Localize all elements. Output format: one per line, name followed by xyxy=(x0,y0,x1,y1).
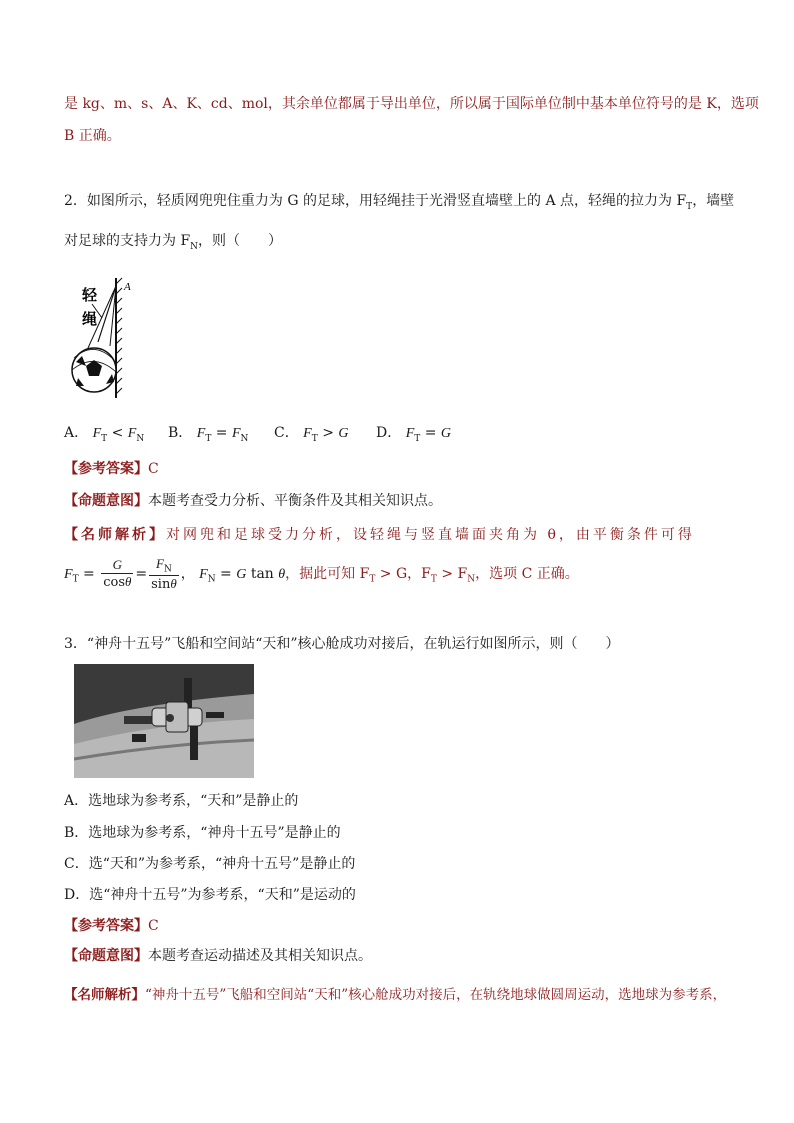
ball-wall-figure xyxy=(66,270,146,400)
q3-option-d: D．选“神舟十五号”为参考系，“天和”是运动的 xyxy=(64,887,356,903)
q2-analysis xyxy=(64,526,695,544)
q2-option-a-letter: A． xyxy=(64,425,89,441)
q2-eq-tail-3: > F xyxy=(436,565,468,582)
q2-option-d-letter: D． xyxy=(376,425,402,441)
q2-stem-line-1 xyxy=(64,192,734,216)
q3-analysis xyxy=(64,986,726,1004)
q2-intent-tag: 【命题意图】 xyxy=(64,493,148,509)
q2-option-b: B． $F_T = F_N$ xyxy=(168,425,249,444)
q2-intent-text: 本题考查受力分析、平衡条件及其相关知识点。 xyxy=(148,493,442,509)
figure-label-sheng: 绳 xyxy=(82,310,98,328)
q3-intent-tag: 【命题意图】 xyxy=(64,948,148,964)
q3-option-c: C．选“天和”为参考系，“神舟十五号”是静止的 xyxy=(64,856,356,872)
q2-stem-text-2: 对足球的支持力为 F xyxy=(64,233,191,249)
q3-stem: 3．“神舟十五号”飞船和空间站“天和”核心舱成功对接后，在轨运行如图所示，则（ ） xyxy=(64,636,620,652)
q3-answer-value: C xyxy=(148,918,159,934)
q2-stem-end-2: ，则（ ） xyxy=(198,233,283,249)
space-station-photo xyxy=(74,664,254,778)
q3-answer-tag: 【参考答案】 xyxy=(64,918,148,934)
q2-option-a: A． $F_T < F_N$ xyxy=(64,425,145,444)
q3-option-a: A．选地球为参考系，“天和”是静止的 xyxy=(64,793,299,809)
q3-option-b: B．选地球为参考系，“神舟十五号”是静止的 xyxy=(64,825,341,841)
q2-option-c: C． $F_T > G$ xyxy=(274,425,349,444)
q2-option-d: D． $F_T = G$ xyxy=(376,425,452,444)
q2-stem-text-1: 2．如图所示，轻质网兜兜住重力为 G 的足球，用轻绳挂于光滑竖直墙壁上的 A 点，轻绳的拉力为 F xyxy=(64,193,687,209)
q2-analysis-text: 对网兜和足球受力分析，设轻绳与竖直墙面夹角为 θ，由平衡条件可得 xyxy=(166,527,695,543)
q2-answer-value: C xyxy=(148,461,159,477)
q2-stem-sub-1: T xyxy=(686,201,693,212)
q2-option-b-letter: B． xyxy=(168,425,193,441)
q3-analysis-tag: 【名师解析】 xyxy=(64,987,145,1003)
q2-answer xyxy=(64,460,159,478)
intro-line-1: 是 kg、m、s、A、K、cd、mol，其余单位都属于导出单位，所以属于国际单位制中基本单位符号的是 K，选项 xyxy=(64,96,759,112)
q2-equation: $F_T$ = $\frac{G}{\cos\theta}$ = $\frac{F_N}{\sin\theta}$ ， $F_N = G$ tan θ，据此可知 $F_T > G$，$F_T > F_N$，选项 C 正确。 xyxy=(64,556,579,592)
figure-label-a: A xyxy=(124,281,131,293)
q2-answer-tag: 【参考答案】 xyxy=(64,461,148,477)
q3-intent-text: 本题考查运动描述及其相关知识点。 xyxy=(148,948,372,964)
q2-stem-line-2 xyxy=(64,232,282,256)
q3-analysis-text: “神舟十五号”飞船和空间站“天和”核心舱成功对接后，在轨绕地球做圆周运动，选地球为参考系， xyxy=(145,987,727,1003)
q2-option-c-letter: C． xyxy=(274,425,299,441)
q2-analysis-tag: 【名师解析】 xyxy=(64,527,166,543)
intro-line-2: B 正确。 xyxy=(64,128,121,144)
q3-answer xyxy=(64,917,159,935)
q2-eq-tail: ，据此可知 F xyxy=(285,565,370,582)
q2-intent xyxy=(64,492,442,510)
q2-eq-tail-2: > G，F xyxy=(375,565,431,582)
figure-label-qing: 轻 xyxy=(82,286,98,304)
q2-stem-end-1: ，墙壁 xyxy=(692,193,735,209)
q2-eq-end: ，选项 C 正确。 xyxy=(475,565,579,582)
q2-stem-sub-2: N xyxy=(190,241,199,252)
q3-intent xyxy=(64,947,372,965)
